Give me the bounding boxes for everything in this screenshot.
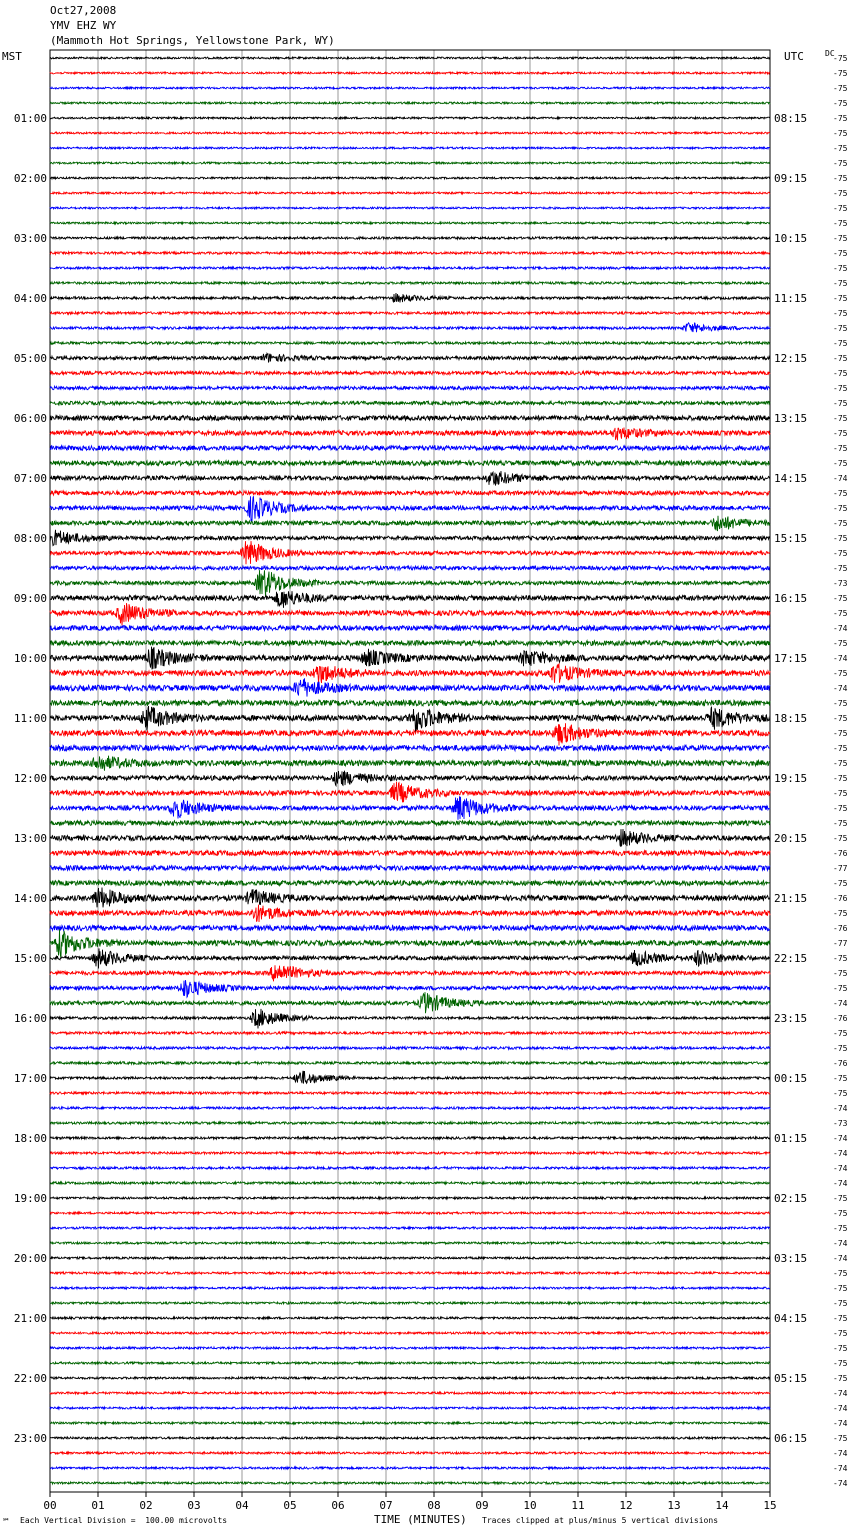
mst-hour-label: 08:00 — [13, 532, 47, 545]
mst-hour-label: 06:00 — [13, 412, 47, 425]
dc-offset-label: -75 — [833, 294, 848, 303]
dc-offset-label: -75 — [833, 399, 848, 408]
dc-offset-label: -74 — [833, 1149, 848, 1158]
seismic-trace — [50, 177, 770, 179]
seismic-trace — [50, 461, 770, 466]
seismic-trace — [50, 992, 770, 1013]
dc-offset-label: -74 — [833, 1479, 848, 1488]
seismic-trace — [50, 72, 770, 74]
seismic-trace — [50, 1362, 770, 1364]
dc-offset-label: -75 — [833, 369, 848, 378]
dc-offset-label: -75 — [833, 1374, 848, 1383]
seismic-trace — [50, 353, 770, 362]
x-tick-label: 09 — [475, 1499, 489, 1512]
dc-offset-label: -75 — [833, 639, 848, 648]
mst-hour-label: 22:00 — [13, 1372, 47, 1385]
seismic-trace — [50, 1197, 770, 1199]
seismic-trace — [50, 1407, 770, 1409]
seismic-trace — [50, 1377, 770, 1379]
mst-hour-label: 18:00 — [13, 1132, 47, 1145]
mst-hour-label: 01:00 — [13, 112, 47, 125]
seismic-trace — [50, 1032, 770, 1035]
dc-offset-label: -75 — [833, 324, 848, 333]
dc-offset-label: -76 — [833, 894, 848, 903]
utc-hour-label: 22:15 — [774, 952, 808, 965]
dc-offset-label: -75 — [833, 264, 848, 273]
scale-note: Each Vertical Division = 100.00 microvolts — [20, 1516, 228, 1525]
x-tick-label: 07 — [379, 1499, 393, 1512]
dc-offset-label: -75 — [833, 1089, 848, 1098]
seismic-trace — [50, 1287, 770, 1289]
utc-hour-label: 02:15 — [774, 1192, 808, 1205]
mst-hour-label: 15:00 — [13, 952, 47, 965]
seismic-trace — [50, 132, 770, 134]
dc-offset-label: -74 — [833, 1389, 848, 1398]
dc-offset-label: -75 — [833, 1434, 848, 1443]
seismic-trace — [50, 541, 770, 564]
seismic-trace — [50, 851, 770, 856]
seismic-trace — [50, 207, 770, 209]
dc-offset-label: -75 — [833, 69, 848, 78]
dc-offset-label: -75 — [833, 744, 848, 753]
date-label: Oct27,2008 — [50, 4, 117, 17]
seismic-trace — [50, 647, 770, 670]
dc-offset-label: -75 — [833, 354, 848, 363]
x-tick-label: 12 — [619, 1499, 633, 1512]
dc-offset-label: -76 — [833, 924, 848, 933]
seismic-trace — [50, 771, 770, 786]
utc-hour-label: 11:15 — [774, 292, 808, 305]
x-tick-label: 01 — [91, 1499, 105, 1512]
dc-offset-label: -75 — [833, 519, 848, 528]
seismic-trace — [50, 192, 770, 194]
mst-hour-label: 13:00 — [13, 832, 47, 845]
dc-offset-label: -75 — [833, 564, 848, 573]
x-tick-label: 14 — [715, 1499, 729, 1512]
x-tick-label: 06 — [331, 1499, 345, 1512]
utc-hour-label: 03:15 — [774, 1252, 808, 1265]
dc-offset-label: -74 — [833, 654, 848, 663]
x-tick-label: 11 — [571, 1499, 585, 1512]
seismic-trace — [50, 1302, 770, 1304]
plot-frame — [50, 50, 770, 1492]
seismic-trace — [50, 371, 770, 374]
seismic-trace — [50, 566, 770, 570]
seismic-trace — [50, 866, 770, 871]
dc-offset-label: -75 — [833, 54, 848, 63]
dc-offset-label: -75 — [833, 1329, 848, 1338]
dc-offset-label: -73 — [833, 579, 848, 588]
dc-offset-label: -75 — [833, 1044, 848, 1053]
seismic-trace — [50, 222, 770, 224]
seismic-trace — [50, 888, 770, 908]
mst-hour-label: 14:00 — [13, 892, 47, 905]
seismic-trace — [50, 293, 770, 303]
dc-offset-label: -75 — [833, 174, 848, 183]
dc-offset-label: -75 — [833, 549, 848, 558]
dc-offset-label: -75 — [833, 114, 848, 123]
utc-hour-label: 17:15 — [774, 652, 808, 665]
x-tick-label: 02 — [139, 1499, 153, 1512]
mst-hour-label: 20:00 — [13, 1252, 47, 1265]
seismic-trace — [50, 237, 770, 239]
dc-offset-label: -75 — [833, 219, 848, 228]
utc-hour-label: 21:15 — [774, 892, 808, 905]
dc-offset-label: -75 — [833, 954, 848, 963]
seismic-trace — [50, 1452, 770, 1454]
seismic-trace — [50, 796, 770, 819]
dc-offset-label: -76 — [833, 1014, 848, 1023]
dc-offset-label: -75 — [833, 819, 848, 828]
seismic-trace — [50, 1437, 770, 1439]
dc-offset-label: -75 — [833, 489, 848, 498]
seismic-trace — [50, 1107, 770, 1109]
x-tick-label: 04 — [235, 1499, 249, 1512]
seismic-trace — [50, 267, 770, 269]
seismic-trace — [50, 1122, 770, 1124]
dc-offset-label: -74 — [833, 1464, 848, 1473]
utc-hour-label: 16:15 — [774, 592, 808, 605]
seismic-trace — [50, 491, 770, 495]
dc-offset-label: -75 — [833, 249, 848, 258]
seismic-trace — [50, 570, 770, 597]
seismic-trace — [50, 252, 770, 254]
dc-offset-label: -75 — [833, 714, 848, 723]
mst-hour-label: 23:00 — [13, 1432, 47, 1445]
seismic-trace — [50, 829, 770, 847]
seismic-trace — [50, 905, 770, 922]
seismic-trace — [50, 1071, 770, 1084]
seismic-trace — [50, 925, 770, 930]
dc-offset-label: -76 — [833, 849, 848, 858]
dc-offset-label: -75 — [833, 1224, 848, 1233]
mst-hour-label: 11:00 — [13, 712, 47, 725]
dc-offset-label: -75 — [833, 189, 848, 198]
dc-offset-label: -75 — [833, 99, 848, 108]
seismic-trace — [50, 1332, 770, 1334]
mst-hour-label: 10:00 — [13, 652, 47, 665]
dc-offset-label: -77 — [833, 939, 848, 948]
dc-offset-label: -75 — [833, 609, 848, 618]
seismic-trace — [50, 756, 770, 771]
mst-hour-label: 04:00 — [13, 292, 47, 305]
dc-offset-label: -75 — [833, 834, 848, 843]
mst-hour-label: 07:00 — [13, 472, 47, 485]
dc-offset-label: -75 — [833, 1299, 848, 1308]
dc-offset-label: -75 — [833, 429, 848, 438]
seismic-trace — [50, 1242, 770, 1244]
dc-offset-label: -75 — [833, 729, 848, 738]
seismic-trace — [50, 626, 770, 631]
x-tick-label: 05 — [283, 1499, 297, 1512]
utc-hour-label: 14:15 — [774, 472, 808, 485]
seismic-trace — [50, 102, 770, 104]
dc-offset-label: -75 — [833, 789, 848, 798]
utc-hour-label: 19:15 — [774, 772, 808, 785]
dc-offset-label: -75 — [833, 984, 848, 993]
dc-offset-label: -75 — [833, 1194, 848, 1203]
dc-offset-label: -75 — [833, 1209, 848, 1218]
dc-offset-label: -75 — [833, 279, 848, 288]
dc-offset-label: -75 — [833, 909, 848, 918]
dc-offset-label: -75 — [833, 759, 848, 768]
dc-offset-label: -75 — [833, 159, 848, 168]
seismic-trace — [50, 117, 770, 119]
seismic-trace — [50, 881, 770, 886]
utc-hour-label: 20:15 — [774, 832, 808, 845]
x-tick-label: 08 — [427, 1499, 441, 1512]
location-label: (Mammoth Hot Springs, Yellowstone Park, WY) — [50, 34, 335, 47]
dc-offset-label: -74 — [833, 1134, 848, 1143]
seismic-trace — [50, 1467, 770, 1469]
seismic-trace — [50, 1317, 770, 1319]
utc-hour-label: 15:15 — [774, 532, 808, 545]
dc-offset-label: -75 — [833, 204, 848, 213]
dc-offset-label: -75 — [833, 129, 848, 138]
mst-hour-label: 12:00 — [13, 772, 47, 785]
seismic-trace — [50, 1137, 770, 1139]
utc-hour-label: 05:15 — [774, 1372, 808, 1385]
seismic-trace — [50, 342, 770, 345]
seismic-trace — [50, 700, 770, 706]
x-tick-label: 10 — [523, 1499, 537, 1512]
dc-offset-label: -74 — [833, 1104, 848, 1113]
seismic-trace — [50, 147, 770, 149]
seismic-trace — [50, 401, 770, 404]
dc-offset-label: -75 — [833, 1314, 848, 1323]
seismic-trace — [50, 980, 770, 997]
seismic-trace — [50, 282, 770, 284]
station-label: YMV EHZ WY — [50, 19, 117, 32]
utc-hour-label: 18:15 — [774, 712, 808, 725]
x-tick-label: 13 — [667, 1499, 681, 1512]
utc-hour-label: 01:15 — [774, 1132, 808, 1145]
seismic-trace — [50, 496, 770, 521]
seismic-trace — [50, 706, 770, 732]
dc-offset-label: -74 — [833, 1419, 848, 1428]
dc-offset-label: -75 — [833, 594, 848, 603]
dc-offset-label: -75 — [833, 1269, 848, 1278]
utc-hour-label: 13:15 — [774, 412, 808, 425]
mst-hour-label: 19:00 — [13, 1192, 47, 1205]
dc-offset-label: -75 — [833, 384, 848, 393]
seismic-trace — [50, 1347, 770, 1349]
utc-hour-label: 06:15 — [774, 1432, 808, 1445]
seismic-trace — [50, 323, 770, 332]
seismic-trace — [50, 1422, 770, 1424]
seismic-trace — [50, 312, 770, 315]
utc-hour-label: 00:15 — [774, 1072, 808, 1085]
dc-offset-label: -73 — [833, 1119, 848, 1128]
dc-offset-label: -75 — [833, 969, 848, 978]
seismic-trace — [50, 603, 770, 625]
dc-offset-label: -75 — [833, 804, 848, 813]
dc-offset-label: -75 — [833, 669, 848, 678]
mst-hour-label: 17:00 — [13, 1072, 47, 1085]
seismic-trace — [50, 821, 770, 826]
dc-offset-label: -75 — [833, 1359, 848, 1368]
seismic-trace — [50, 930, 770, 957]
x-tick-label: 15 — [763, 1499, 777, 1512]
dc-offset-label: -74 — [833, 1254, 848, 1263]
dc-offset-label: -75 — [833, 84, 848, 93]
x-axis-title: TIME (MINUTES) — [374, 1513, 467, 1526]
utc-hour-label: 12:15 — [774, 352, 808, 365]
dc-offset-label: -75 — [833, 879, 848, 888]
dc-offset-label: -74 — [833, 624, 848, 633]
mst-hour-label: 03:00 — [13, 232, 47, 245]
dc-offset-label: -75 — [833, 1344, 848, 1353]
seismic-trace — [50, 782, 770, 803]
seismic-trace — [50, 965, 770, 981]
seismic-trace — [50, 57, 770, 59]
seismic-trace — [50, 1272, 770, 1274]
dc-offset-label: -75 — [833, 1284, 848, 1293]
seismic-trace — [50, 641, 770, 646]
dc-offset-label: -75 — [833, 504, 848, 513]
seismic-trace — [50, 1092, 770, 1094]
seismic-trace — [50, 87, 770, 89]
dc-offset-label: -75 — [833, 699, 848, 708]
dc-offset-label: -75 — [833, 444, 848, 453]
seismic-trace — [50, 386, 770, 389]
x-tick-label: 03 — [187, 1499, 201, 1512]
seismic-trace — [50, 678, 770, 696]
seismic-trace — [50, 1062, 770, 1065]
dc-offset-label: -75 — [833, 534, 848, 543]
seismic-trace — [50, 1167, 770, 1169]
dc-offset-label: -75 — [833, 414, 848, 423]
dc-offset-label: -74 — [833, 1164, 848, 1173]
dc-label: DC — [825, 49, 835, 58]
utc-hour-label: 09:15 — [774, 172, 808, 185]
seismic-trace — [50, 530, 770, 546]
right-timezone-label: UTC — [784, 50, 804, 63]
dc-offset-label: -75 — [833, 339, 848, 348]
dc-offset-label: -75 — [833, 234, 848, 243]
dc-offset-label: -74 — [833, 1449, 848, 1458]
seismic-trace — [50, 591, 770, 608]
dc-offset-label: -75 — [833, 309, 848, 318]
dc-offset-label: -77 — [833, 864, 848, 873]
dc-offset-label: -74 — [833, 1179, 848, 1188]
seismic-trace — [50, 723, 770, 745]
dc-offset-label: -74 — [833, 1404, 848, 1413]
x-tick-label: 00 — [43, 1499, 57, 1512]
left-timezone-label: MST — [2, 50, 22, 63]
dc-offset-label: -74 — [833, 474, 848, 483]
mst-hour-label: 21:00 — [13, 1312, 47, 1325]
seismic-trace — [50, 1257, 770, 1259]
seismic-trace — [50, 471, 770, 486]
dc-offset-label: -75 — [833, 1029, 848, 1038]
dc-offset-label: -75 — [833, 774, 848, 783]
seismic-trace — [50, 1227, 770, 1229]
utc-hour-label: 23:15 — [774, 1012, 808, 1025]
corner-mark: ℠ — [2, 1517, 11, 1526]
seismic-trace — [50, 446, 770, 451]
seismic-trace — [50, 1392, 770, 1394]
seismic-trace — [50, 1047, 770, 1050]
clip-note: Traces clipped at plus/minus 5 vertical divisions — [482, 1516, 719, 1525]
mst-hour-label: 05:00 — [13, 352, 47, 365]
utc-hour-label: 10:15 — [774, 232, 808, 245]
dc-offset-label: -74 — [833, 684, 848, 693]
dc-offset-label: -74 — [833, 1239, 848, 1248]
dc-offset-label: -74 — [833, 999, 848, 1008]
seismic-trace — [50, 1182, 770, 1184]
seismic-trace — [50, 1212, 770, 1214]
seismic-trace — [50, 1482, 770, 1484]
utc-hour-label: 08:15 — [774, 112, 808, 125]
utc-hour-label: 04:15 — [774, 1312, 808, 1325]
dc-offset-label: -75 — [833, 459, 848, 468]
dc-offset-label: -75 — [833, 1074, 848, 1083]
seismic-trace — [50, 948, 770, 968]
seismic-trace — [50, 416, 770, 421]
seismic-trace — [50, 1009, 770, 1029]
seismic-trace — [50, 428, 770, 441]
seismic-trace — [50, 1152, 770, 1154]
mst-hour-label: 09:00 — [13, 592, 47, 605]
mst-hour-label: 02:00 — [13, 172, 47, 185]
mst-hour-label: 16:00 — [13, 1012, 47, 1025]
seismic-trace — [50, 664, 770, 683]
seismic-trace — [50, 516, 770, 531]
dc-offset-label: -76 — [833, 1059, 848, 1068]
seismic-trace — [50, 162, 770, 164]
dc-offset-label: -75 — [833, 144, 848, 153]
seismic-trace — [50, 745, 770, 751]
